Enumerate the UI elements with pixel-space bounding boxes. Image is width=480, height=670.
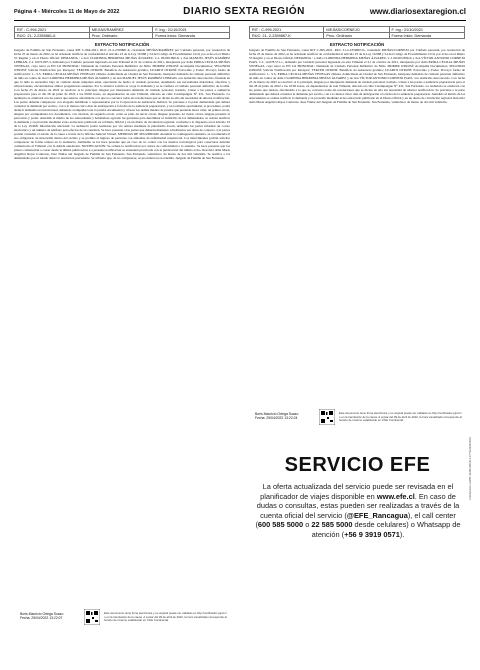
notice-body (249, 48, 465, 408)
efe-service-ad (249, 448, 466, 634)
page-date: Página 4 - Miércoles 11 de Mayo de 2022 (14, 9, 120, 15)
signature-block (249, 412, 465, 426)
notice-heading: EXTRACTO NOTIFICACIÓN (94, 42, 150, 48)
notice-text: Juzgado de Familia de San Fernando, causa RIT C-995-2021, RUC 21-2-2359867-K, caratulada MEJÍAS/CORNEJO por Cuidado personal, por resolución de fecha 25 de marzo de 2022, se ha ordenado notificar de conformidad al artículo 23 de la Ley 19.968 y 54 del Código de Procedimiento Civil, por aviso en el Diario VI Región y en el Diario Oficial: DEMANDA : a doña CLORINDA HERMINIA MEJÍAS ÁLVAREZ, C.I. 06.065.890-K y don VÍCTOR ANTONIO CORNEJO ISAIS, C.I. 14.678.571-1, demanda por Cuidado personal ingresada en este Tribunal el 21 de octubre de 2021, interpuesta por doña ERIKA CECILIA MEJÍAS VENEGAS, cuyo tenor es EN LO PRINCIPAL: Demanda de Cuidado Personal Definitivo de Niño. PRIMER OTROSÍ: Acompaña Documentos; SEGUNDO OTROSÍ: Solicita Notificación por Receptor; TERCER OTROSÍ: Beneficio de Asistencia gratuita; CUARTO OTROSÍ: Patrocinio y Poder. Proveyó forma de notificación: 1.- S.S. ERIKA CECILIA MEJÍAS VENEGAS chilena, domiciliada en Ciudad de San Fernando, interpone demanda de cuidado personal definitivo de niño en contra de doña CLORINDA HERMINIA MEJÍAS ÁLVAREZ y de don VÍCTOR ANTONIO CORNEJO ISAIS, con domicilio desconocido. Con fecha 25 de marzo de 2022 se resolvió: A lo principal, téngase por interpuesta demanda de cuidado personal; traslado. Cítese a las partes a audiencia preparatoria para el día 28 de junio de 2022 a las 10:00 horas, en dependencias de este Tribunal, ubicado en calle Carampangue N° 431, San Fernando. La audiencia se celebrará con las partes que asistan, afectándole a la que no concurra todas las resoluciones que se dicten en ella sin necesidad de ulterior notificación. Se previene a la parte demandada que deberá contestar la demanda por escrito, con a lo menos cinco días de anticipación a la fecha de la audiencia preparatoria. Atendido el mérito de los antecedentes se ordena notificar la demanda y su proveído mediante aviso extractado publicado en el Diario Oficial y en un diario de circulación regional. Resolvió doña María Angélica Rojas Contreras, Juez Titular del Juzgado de Familia de San Fernando. San Fernando, veinticinco de marzo de dos mil veintidós. (249, 48, 465, 105)
table-row (250, 33, 465, 39)
notice-right (249, 26, 465, 426)
table-cell: Forma Inicio: Demanda (153, 33, 230, 39)
ad-title: SERVICIO EFE (284, 454, 431, 476)
website-link[interactable]: www.diariosextaregion.cl (369, 7, 466, 16)
verification-note: Este documento tiene firma electrónica y su original puede ser validado en http://verificadoc.pjud.cl o en la tramitación de la causa. A contar del 09 de abril de 2022, la hora visualizada corresponde al horario de invierno establecido en Chile Continental. (104, 611, 227, 622)
notice-left (14, 26, 230, 626)
table-row (15, 33, 230, 39)
ad-website-link[interactable]: www.efe.cl (376, 491, 415, 501)
header-divider (14, 20, 466, 21)
signer-name: Boris Mauricio Ortega Suazo (255, 412, 299, 417)
qr-seal-icon (84, 609, 100, 625)
table-cell: RIT : C-994-2021 (15, 27, 90, 33)
table-cell: MEJÍAS/CORNEJO (324, 27, 389, 33)
newspaper-title: DIARIO SEXTA REGIÓN (183, 6, 305, 17)
signature-block (14, 612, 230, 626)
table-cell: Forma Inicio: Demanda (389, 33, 465, 39)
ad-social-handle[interactable]: @EFE_Rancagua (346, 510, 408, 520)
case-reference-table (14, 26, 230, 39)
verification-note: Este documento tiene firma electrónica y su original puede ser validado en http://verificadoc.pjud.cl o en la tramitación de la causa. A contar del 09 de abril de 2022, la hora visualizada corresponde al horario de invierno establecido en Chile Continental. (339, 411, 462, 422)
table-cell: Proc. Ordinario (89, 33, 153, 39)
table-cell: F. Ing.: 21/10/2021 (153, 27, 230, 33)
notice-text: Juzgado de Familia de San Fernando, causa RIT C-994-2021, RUC 21-2-2359861-6, caratulada MEJÍAS/RAMÍREZ por Cuidado personal, por resolución de fecha 25 de marzo de 2022, se ha ordenado notificar de conformidad al artículo 23 de la Ley 19.968 y 54 del Código de Procedimiento Civil, por aviso en el Diario VI Región y en el Diario Oficial: DEMANDA : a don CLORINDA HERMINIA MEJÍAS ÁLVAREZ, C.I. 06.065.890-K y don MANUEL JESÚS RAMÍREZ LEBRAN, C.I. 9.672.697-3, demanda por Cuidado personal ingresada en este Tribunal el 21 de octubre de 2021, interpuesta por doña ERIKA CECILIA MEJÍAS VENEGAS, cuyo tenor es EN LO PRINCIPAL: Demanda de Cuidado Personal Definitivo de Niño. PRIMER OTROSÍ: Acompaña Documentos; SEGUNDO OTROSÍ: Solicita Notificación por Receptor; TERCER OTROSÍ: Beneficio de Asistencia gratuita; CUARTO OTROSÍ: Patrocinio y Poder. Proveyó forma de notificación: 1.- S.S. ERIKA CECILIA MEJÍAS VENEGAS chilena, domiciliada en Ciudad de San Fernando, interpone demanda de cuidado personal definitivo de niño en contra de don CLORINDA HERMINIA MEJÍAS ÁLVAREZ y de don MANUEL JESÚS RAMÍREZ LEBRAN, con domicilio desconocido, fundada en que la niña se encuentra bajo su cuidado desde temprana edad, ejerciendo de hecho el cuidado personal, atendiendo sus necesidades materiales, afectivas y educacionales, encontrándose ambos progenitores ausentes. Por lo anterior solicita se acoja la demanda y se le confiera el cuidado personal definitivo de la niña. Con fecha 25 de marzo de 2022 se resolvió: A lo principal, téngase por interpuesta demanda de cuidado personal; traslado. Cítese a las partes a audiencia preparatoria para el día 28 de junio de 2022 a las 09:00 horas, en dependencias de este Tribunal, ubicado en calle Carampangue N° 431, San Fernando. La audiencia se celebrará con las partes que asistan, afectándole a la que no concurra todas las resoluciones que se dicten en ella sin necesidad de ulterior notificación. Las partes deberán comparecer con abogado habilitado o representadas por la Corporación de Asistencia Judicial. Se previene a la parte demandada que deberá contestar la demanda por escrito, con a lo menos cinco días de anticipación a la fecha de la audiencia preparatoria, y en la misma oportunidad, si procediere, podrá deducir demanda reconvencional, debiendo acompañar toda la prueba documental y ofrecer los demás medios de prueba que pretenda hacer valer. Al primer otrosí, téngase por acompañados los documentos, con citación. Al segundo otrosí, como se pide. Al tercer otrosí, téngase presente. Al cuarto otrosí, téngase presente el patrocinio y poder. Atendido el mérito de los antecedentes y habiéndose agotado las gestiones para determinar el domicilio de los demandados, se ordena notificar la demanda y su proveído mediante aviso extractado publicado en el Diario Oficial y en un diario de circulación regional, conforme a lo dispuesto en el artículo 23 de la Ley 19.968. Información adicional: La audiencia podrá realizarse por vía remota mediante la plataforma Zoom, debiendo las partes informar un correo electrónico y un número de teléfono para efectos de su conexión. Se hace presente a las partes que deberán mantener actualizados sus datos de contacto. Las partes podrán consultar el estado de la causa a través de la Oficina Judicial Virtual. MEDIDAS DE SEGURIDAD: Atendida la contingencia sanitaria, se recomienda el uso obligatorio de mascarilla dentro del recinto y se prohíbe el ingreso de personas con síntomas de enfermedad respiratoria. Los intervinientes podrán solicitar comparecer de forma remota en la audiencia. Asimismo se les hace presente que en caso de no contar con los medios tecnológicos para conectarse deberán comunicarlo al Tribunal con la debida antelación. NOTIFICACIÓN: Se ordena la notificación por avisos de conformidad a lo resuelto. Se hace presente que los plazos comenzarán a correr desde la última publicación. La presente notificación se entenderá practicada con la publicación del último aviso. Resolvió doña María Angélica Rojas Contreras, Juez Titular del Juzgado de Familia de San Fernando. San Fernando, veinticinco de marzo de dos mil veintidós. Se notifica a los demandados por el estado diario la resolución precedente. Se advierte que, de no comparecer, se procederá en su rebeldía. Juzgado de Familia de San Fernando. (14, 48, 230, 161)
ad-phone-callcenter[interactable]: 600 585 5000 (257, 520, 304, 530)
ad-whatsapp-number[interactable]: +56 9 3919 0571 (344, 529, 400, 539)
notice-body (14, 48, 230, 608)
notice-heading: EXTRACTO NOTIFICACIÓN (329, 42, 385, 48)
ad-body: La oferta actualizada del servicio puede ser revisada en el planificador de viajes disponible en www.efe.cl. En caso de dudas o consultas, estas pueden ser realizadas a través de la cuenta oficial del servicio (@EFE_Rancagua), el call center (600 585 5000 o 22 585 5000 desde celulares) o Whatsapp de atención (+56 9 3919 0571). (255, 482, 461, 539)
table-cell: MEJÍAS/RAMÍREZ (89, 27, 153, 33)
side-verification-strip (467, 200, 473, 500)
table-cell: Proc. Ordinario (324, 33, 389, 39)
signature-date: Fecha: 25/04/2022 13:22:24 (255, 416, 298, 421)
ad-phone-mobile[interactable]: 22 585 5000 (311, 520, 353, 530)
page-header (14, 6, 466, 20)
table-cell: RIT : C-995-2021 (250, 27, 324, 33)
case-reference-table (249, 26, 465, 39)
signature-date: Fecha: 25/04/2022 13:22:07 (20, 616, 63, 621)
side-code: A3D9A4A2-A2B5-4E0B-9B6D-1C77E6E6F0D0 (468, 437, 472, 500)
qr-seal-icon (319, 409, 335, 425)
signer-name: Boris Mauricio Ortega Suazo (20, 612, 64, 617)
table-cell: RUC: 21- 2-2359861-6 (15, 33, 90, 39)
table-cell: F. Ing.: 21/10/2021 (389, 27, 465, 33)
table-cell: RUC: 21- 2-2359867-K (250, 33, 324, 39)
